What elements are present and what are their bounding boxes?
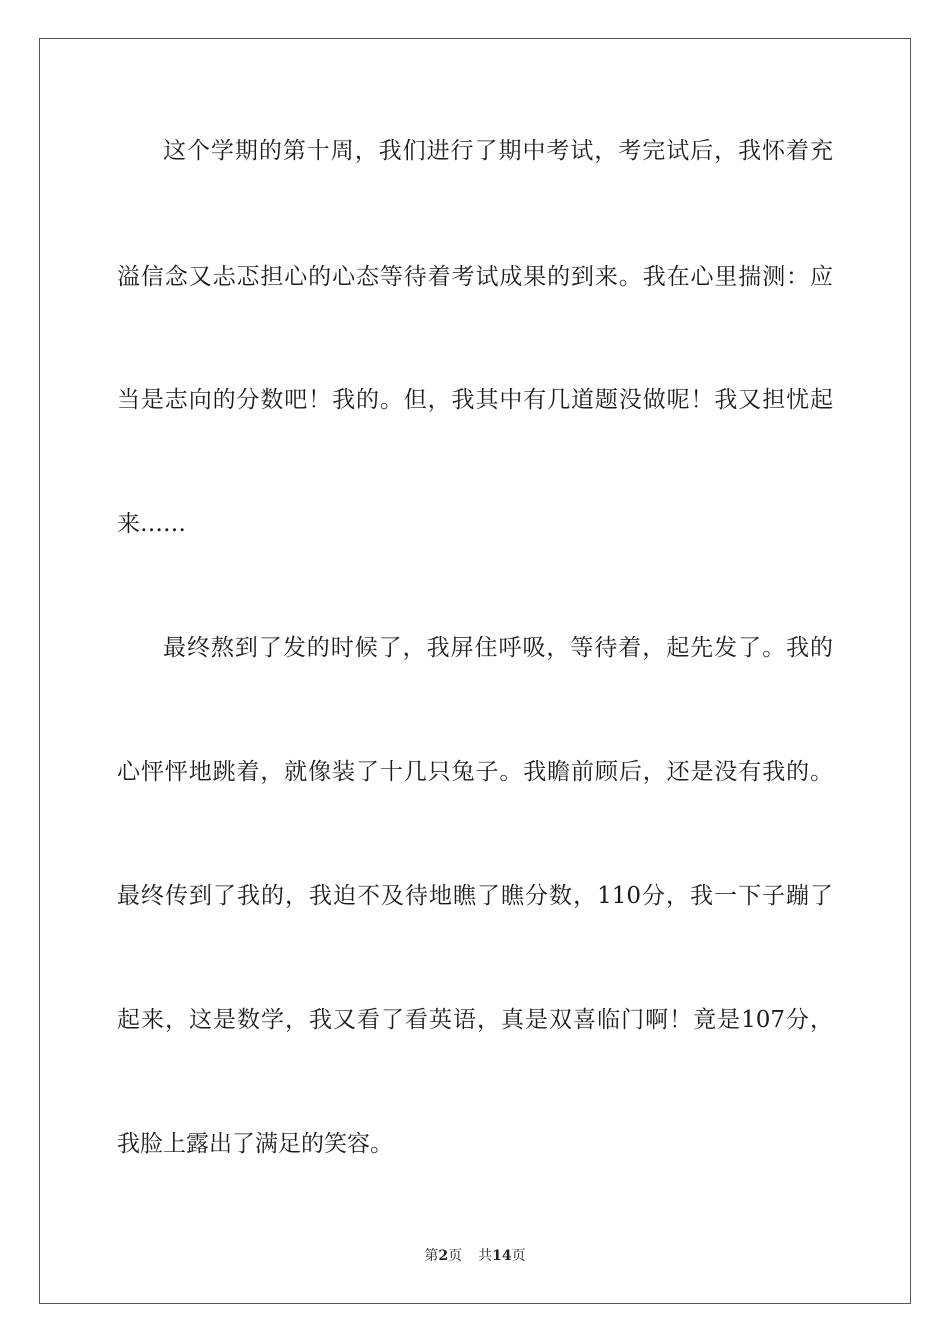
paragraph-1-line-4: 来…… [117, 511, 186, 537]
page-footer [0, 1246, 950, 1266]
paragraph-1-line-3: 当是志向的分数吧！我的。但，我其中有几道题没做呢！我又担忧起 [117, 387, 833, 413]
paragraph-2-line-4: 起来，这是数学，我又看了看英语，真是双喜临门啊！竟是107分， [117, 1007, 833, 1033]
footer-page-unit: 页 [448, 1248, 463, 1264]
paragraph-1-line-1: 这个学期的第十周，我们进行了期中考试，考完试后，我怀着充 [163, 138, 833, 164]
page-frame [39, 38, 911, 1304]
footer-total-unit: 页 [511, 1248, 526, 1264]
paragraph-2-line-5: 我脸上露出了满足的笑容。 [117, 1131, 393, 1157]
paragraph-2-line-2: 心怦怦地跳着，就像装了十几只兔子。我瞻前顾后，还是没有我的。 [117, 759, 833, 785]
footer-page-total: 14 [492, 1248, 512, 1264]
footer-page-current: 2 [438, 1248, 449, 1264]
footer-page-prefix: 第 [424, 1248, 439, 1264]
paragraph-2-line-1: 最终熬到了发的时候了，我屏住呼吸，等待着，起先发了。我的 [163, 635, 833, 661]
footer-total-prefix: 共 [478, 1248, 493, 1264]
paragraph-1-line-2: 溢信念又忐忑担心的心态等待着考试成果的到来。我在心里揣测：应 [117, 264, 833, 290]
paragraph-2-line-3: 最终传到了我的，我迫不及待地瞧了瞧分数，110分，我一下子蹦了 [117, 883, 833, 909]
